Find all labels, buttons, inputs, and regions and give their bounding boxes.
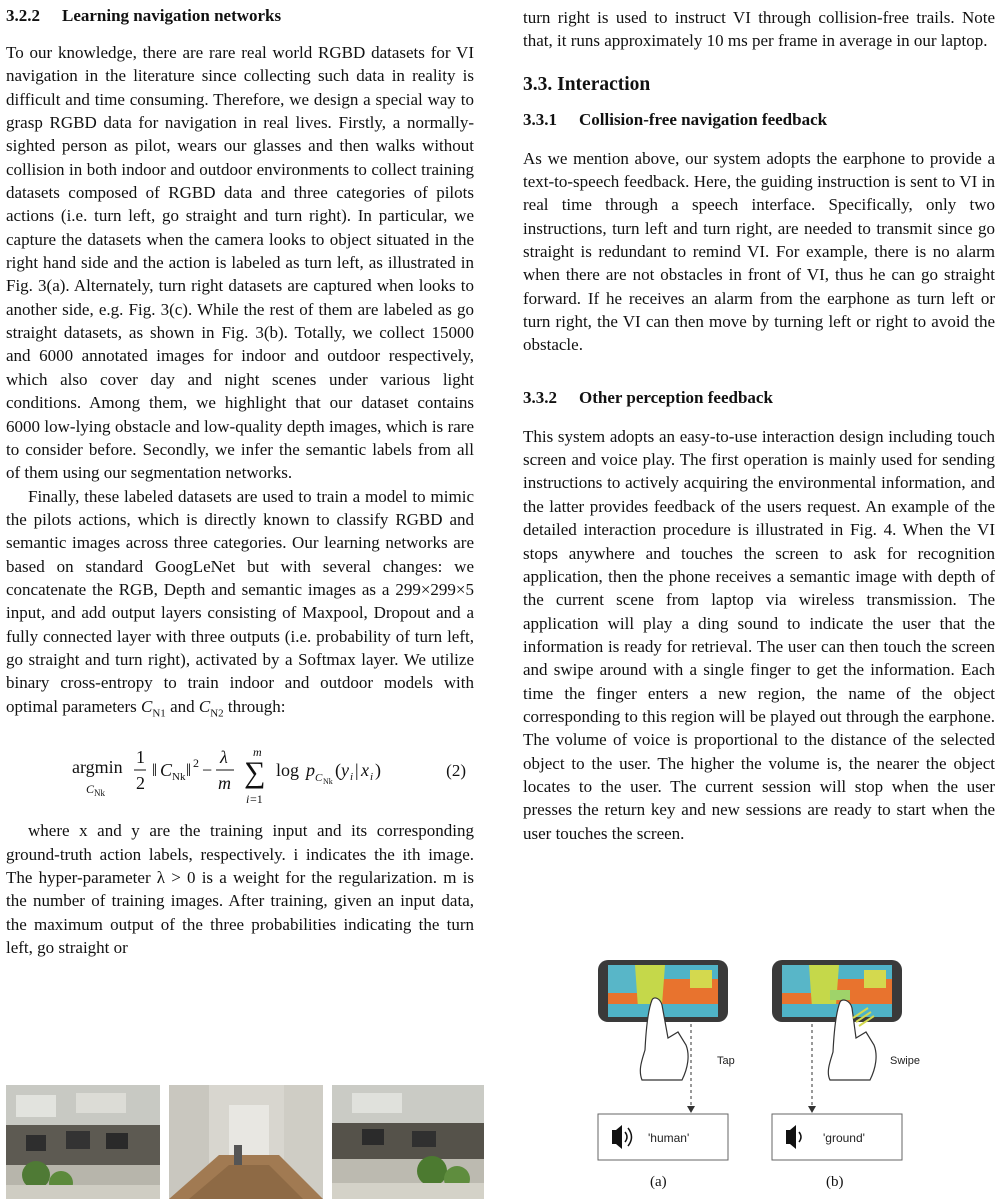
panel-label-b: (b): [826, 1174, 844, 1190]
svg-text:m: m: [253, 745, 262, 760]
figure-4-illustration: [590, 960, 950, 1199]
equation-formula: [72, 745, 412, 811]
paragraph-continued: turn right is used to instruct VI through collision-free trails. Note that, it runs approximately 10 ms per frame in average in our laptop.: [523, 8, 995, 51]
panel-label-a: (a): [650, 1174, 667, 1190]
heading-title: Learning navigation networks: [62, 6, 282, 25]
svg-text:2: 2: [193, 756, 199, 771]
subsection-heading-3-3-2: [523, 387, 995, 409]
svg-text:C: C: [86, 782, 95, 797]
heading-number: 3.3.2: [523, 387, 557, 407]
photo-corridor-center: [169, 1085, 323, 1199]
gesture-label-a: Tap: [717, 1055, 735, 1067]
speech-text-b: 'ground': [823, 1131, 865, 1145]
equation-number: (2): [446, 761, 466, 781]
svg-text:argmin: argmin: [72, 757, 123, 778]
equation-2: [6, 739, 474, 809]
svg-text:=1: =1: [250, 792, 263, 807]
photo-office-left: [6, 1085, 160, 1199]
svg-text:y: y: [341, 760, 349, 781]
paragraph-equation-explanation: where x and y are the training input and its corresponding ground-truth action labels, respectively. i indicates the ith image. The hyper-parameter λ > 0 is a weight for the regularization. m is the number of training images. After training, given an input data, the maximum output of the three probabilities indicating the turn left, go straight or: [6, 821, 474, 958]
svg-text:i: i: [370, 771, 374, 784]
speech-text-a: 'human': [648, 1131, 690, 1145]
svg-text:−: −: [202, 760, 213, 781]
right-column: [523, 0, 995, 845]
svg-text:‖: ‖: [152, 760, 158, 781]
subsection-heading-3-3-1: [523, 109, 995, 131]
heading-title: Collision-free navigation feedback: [579, 109, 828, 129]
svg-text:C: C: [315, 772, 323, 785]
svg-text:m: m: [218, 773, 231, 794]
heading-title: Other perception feedback: [579, 387, 773, 407]
svg-text:Nk: Nk: [323, 777, 333, 787]
svg-text:1: 1: [136, 747, 145, 768]
svg-text:λ: λ: [220, 747, 228, 768]
paragraph-learning-networks: Finally, these labeled datasets are used to train a model to mimic the pilots actions, which is directly known to classify RGBD and semantic images across three categories. Our learning networks are based on standard GoogLeNet but with several changes: we concatenate the RGB, Depth and semantic images as a 299×299×5 input, and add output layers consisting of Maxpool, Dropout and a fully connected layer with three outputs (i.e. probability of turn left, go straight and turn right), activated by a Softmax layer. We utilize binary cross-entropy to train indoor and outdoor models with optimal parameters $C_{N1}$ and $C_{N2}$ through:: [6, 486, 474, 720]
left-column: [6, 0, 474, 959]
svg-text:log: log: [276, 760, 300, 781]
paragraph-dataset-collection: To our knowledge, there are rare real world RGBD datasets for VI navigation in the literature since collecting such data in reality is difficult and time consuming. Therefore, we design a special way to grasp RGBD data for navigation in real lives. Firstly, a normally-sighted person as pilot, wears our glasses and then walks without collision in both indoor and outdoor environments to collect training datasets composed of RGBD data and three categories of pilots actions (i.e. turn left, go straight and turn right). In particular, we capture the datasets when the camera looks to object situated in the right hand side and the action is labeled as turn left, as illustrated in Fig. 3(a). Alternately, turn right datasets are captured when looks to another side, e.g. Fig. 3(c). While the rest of them are labeled as go straight datasets, as shown in Fig. 3(b). Totally, we collect 15000 and 6000 annotated images for indoor and outdoor respectively, which also cover day and night scenes under various light conditions. Among them, we highlight that our dataset contains 6000 low-lying obstacle and low-quality depth images, which is rare to consider before. Secondly, we infer the semantic labels from all of them using our segmentation networks.: [6, 43, 474, 483]
svg-text:i: i: [350, 771, 354, 784]
svg-text:x: x: [361, 760, 369, 781]
subsection-heading-3-2-2: [6, 5, 474, 27]
paragraph-navigation-feedback: As we mention above, our system adopts the earphone to provide a text-to-speech feedback. Here, the guiding instruction is sent to VI in real time through a speech interface. Specifically, only two instructions, turn left and turn right, are needed to transmit since go straight is redundant to remind VI. For example, there is no alarm when there are not obstacles in front of VI, thus he can go straight forward. If he receives an alarm from the earphone as turn left or turn right, the VI can then move by turning left or right to avoid the obstacle.: [523, 148, 995, 355]
svg-text:2: 2: [136, 773, 145, 794]
section-heading-interaction: 3.3. Interaction: [523, 73, 651, 95]
svg-text:i: i: [246, 792, 250, 807]
figure-3-photos: [6, 1085, 484, 1199]
svg-text:p: p: [306, 760, 315, 781]
svg-text:Nk: Nk: [94, 788, 105, 799]
svg-text:Nk: Nk: [172, 771, 186, 784]
figure-4: [590, 960, 950, 1199]
heading-number: 3.3.1: [523, 109, 557, 129]
svg-text:∑: ∑: [244, 756, 266, 790]
gesture-label-b: Swipe: [890, 1055, 920, 1067]
svg-text:): ): [375, 760, 381, 781]
paragraph-perception-feedback: This system adopts an easy-to-use interaction design including touch screen and voice play. The first operation is mainly used for sending instructions to actively acquiring the environmental information, and the latter provides feedback of the users request. An example of the detailed interaction procedure is illustrated in Fig. 4. When the VI stops anywhere and touches the screen to ask for recognition application, then the phone receives a semantic image with depth of the current scene from laptop via wireless transmission. The application will play a ding sound to indicate the user that the information is ready for retrieval. The user can then touch the screen and swipe around with a single finger to get the information. Each time the finger enters a new region, the name of the object corresponding to this region will be played out through the earphone. The volume of voice is proportional to the distance of the selected object to the user. The higher the volume is, the nearer the object locates to the user. The current session will stop when the user presses the return key and new sessions are ready to start when the user touches the screen.: [523, 426, 995, 843]
svg-text:|: |: [355, 760, 359, 781]
svg-text:C: C: [160, 760, 173, 781]
svg-text:(: (: [335, 760, 341, 781]
heading-number: 3.2.2: [6, 6, 40, 25]
svg-text:‖: ‖: [186, 760, 192, 781]
photo-office-right: [332, 1085, 484, 1199]
